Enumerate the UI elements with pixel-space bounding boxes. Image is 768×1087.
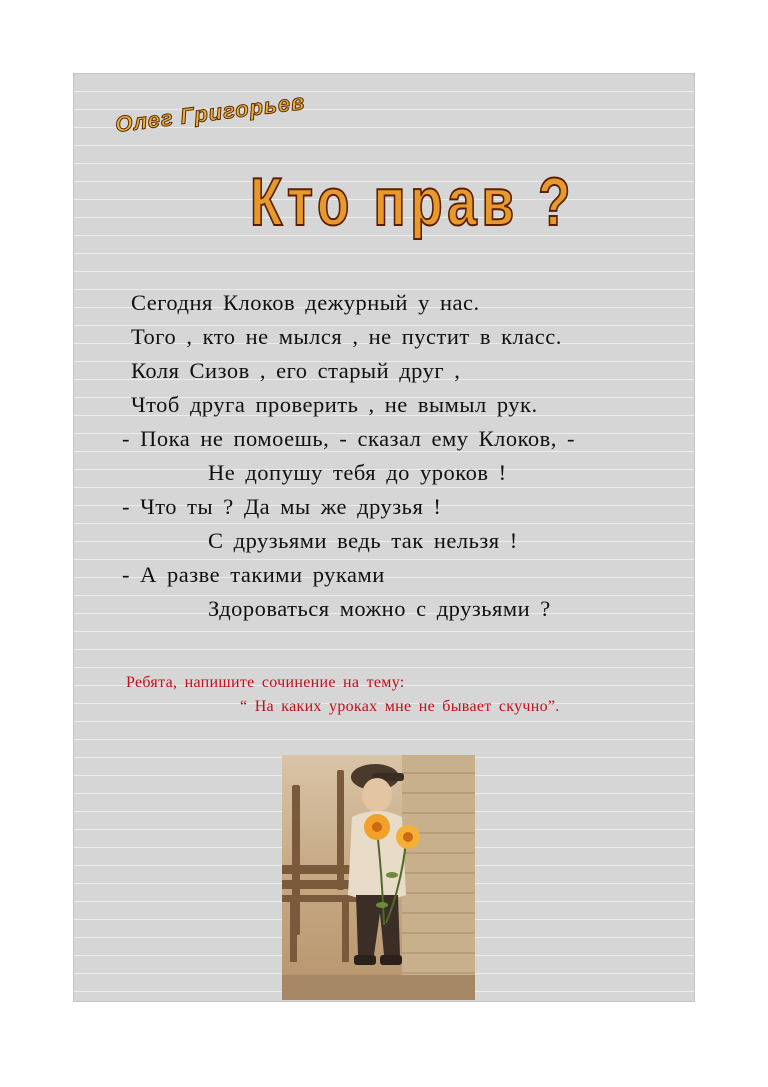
poem-line: Здороваться можно с друзьями ? [208,596,551,621]
poem-line: - Что ты ? Да мы же друзья ! [122,494,442,519]
poem-line: Сегодня Клоков дежурный у нас. [131,290,480,315]
assignment-prompt: Ребята, напишите сочинение на тему: [126,674,405,691]
poem-line: - А разве такими руками [122,562,385,587]
poem-line: Не допушу тебя до уроков ! [208,460,507,485]
boy-with-flowers-photo [282,755,475,1000]
poem-title: Кто прав ? [250,164,576,240]
assignment-topic: “ На каких уроках мне не бывает скучно”. [240,698,560,715]
poem-line: Того , кто не мылся , не пустит в класс. [131,324,562,349]
photo-illustration [282,755,475,1000]
poem-line: С друзьями ведь так нельзя ! [208,528,518,553]
poem-line: Чтоб друга проверить , не вымыл рук. [131,392,538,417]
poem-line: - Пока не помоешь, - сказал ему Клоков, - [122,426,576,451]
author-name: Олег Григорьев [113,88,307,138]
poem-line: Коля Сизов , его старый друг , [131,358,461,383]
